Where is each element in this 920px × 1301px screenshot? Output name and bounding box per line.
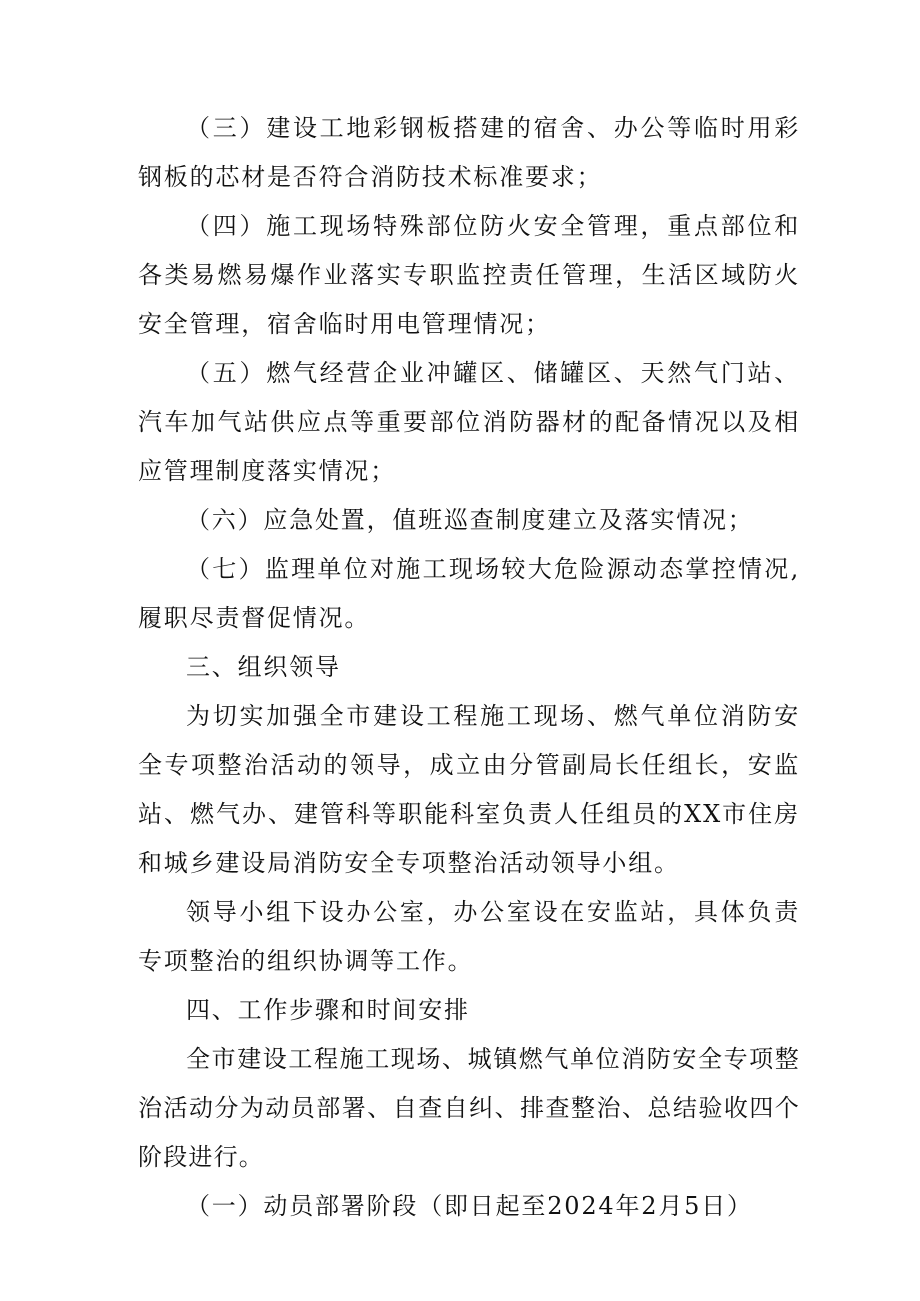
paragraph-item-6: （六）应急处置，值班巡查制度建立及落实情况； — [186, 506, 754, 534]
paragraph-office-setup: 领导小组下设办公室，办公室设在安监站，具体负责专项整治的组织协调等工作。 — [138, 898, 800, 975]
paragraph-item-3: （三）建设工地彩钢板搭建的宿舍、办公等临时用彩钢板的芯材是否符合消防技术标准要求； — [138, 114, 800, 191]
paragraph-item-4: （四）施工现场特殊部位防火安全管理，重点部位和各类易燃易爆作业落实专职监控责任管理，生活区域防火安全管理，宿舍临时用电管理情况； — [138, 212, 800, 338]
document-body — [138, 104, 800, 1231]
paragraph-stage-1: （一）动员部署阶段（即日起至2024年2月5日） — [186, 1192, 753, 1220]
paragraph-organization-lead: 为切实加强全市建设工程施工现场、燃气单位消防安全专项整治活动的领导，成立由分管副局长任组长，安监站、燃气办、建管科等职能科室负责人任组员的XX市住房和城乡建设局消防安全专项整治活动领导小组。 — [138, 702, 800, 877]
paragraph-stages: 全市建设工程施工现场、城镇燃气单位消防安全专项整治活动分为动员部署、自查自纠、排查整治、总结验收四个阶段进行。 — [138, 1045, 800, 1171]
section-heading-schedule: 四、工作步骤和时间安排 — [186, 996, 470, 1024]
paragraph-item-5: （五）燃气经营企业冲罐区、储罐区、天然气门站、汽车加气站供应点等重要部位消防器材的配备情况以及相应管理制度落实情况； — [138, 359, 800, 485]
section-heading-organization: 三、组织领导 — [186, 653, 341, 681]
paragraph-item-7: （七）监理单位对施工现场较大危险源动态掌控情况,履职尽责督促情况。 — [138, 555, 800, 632]
